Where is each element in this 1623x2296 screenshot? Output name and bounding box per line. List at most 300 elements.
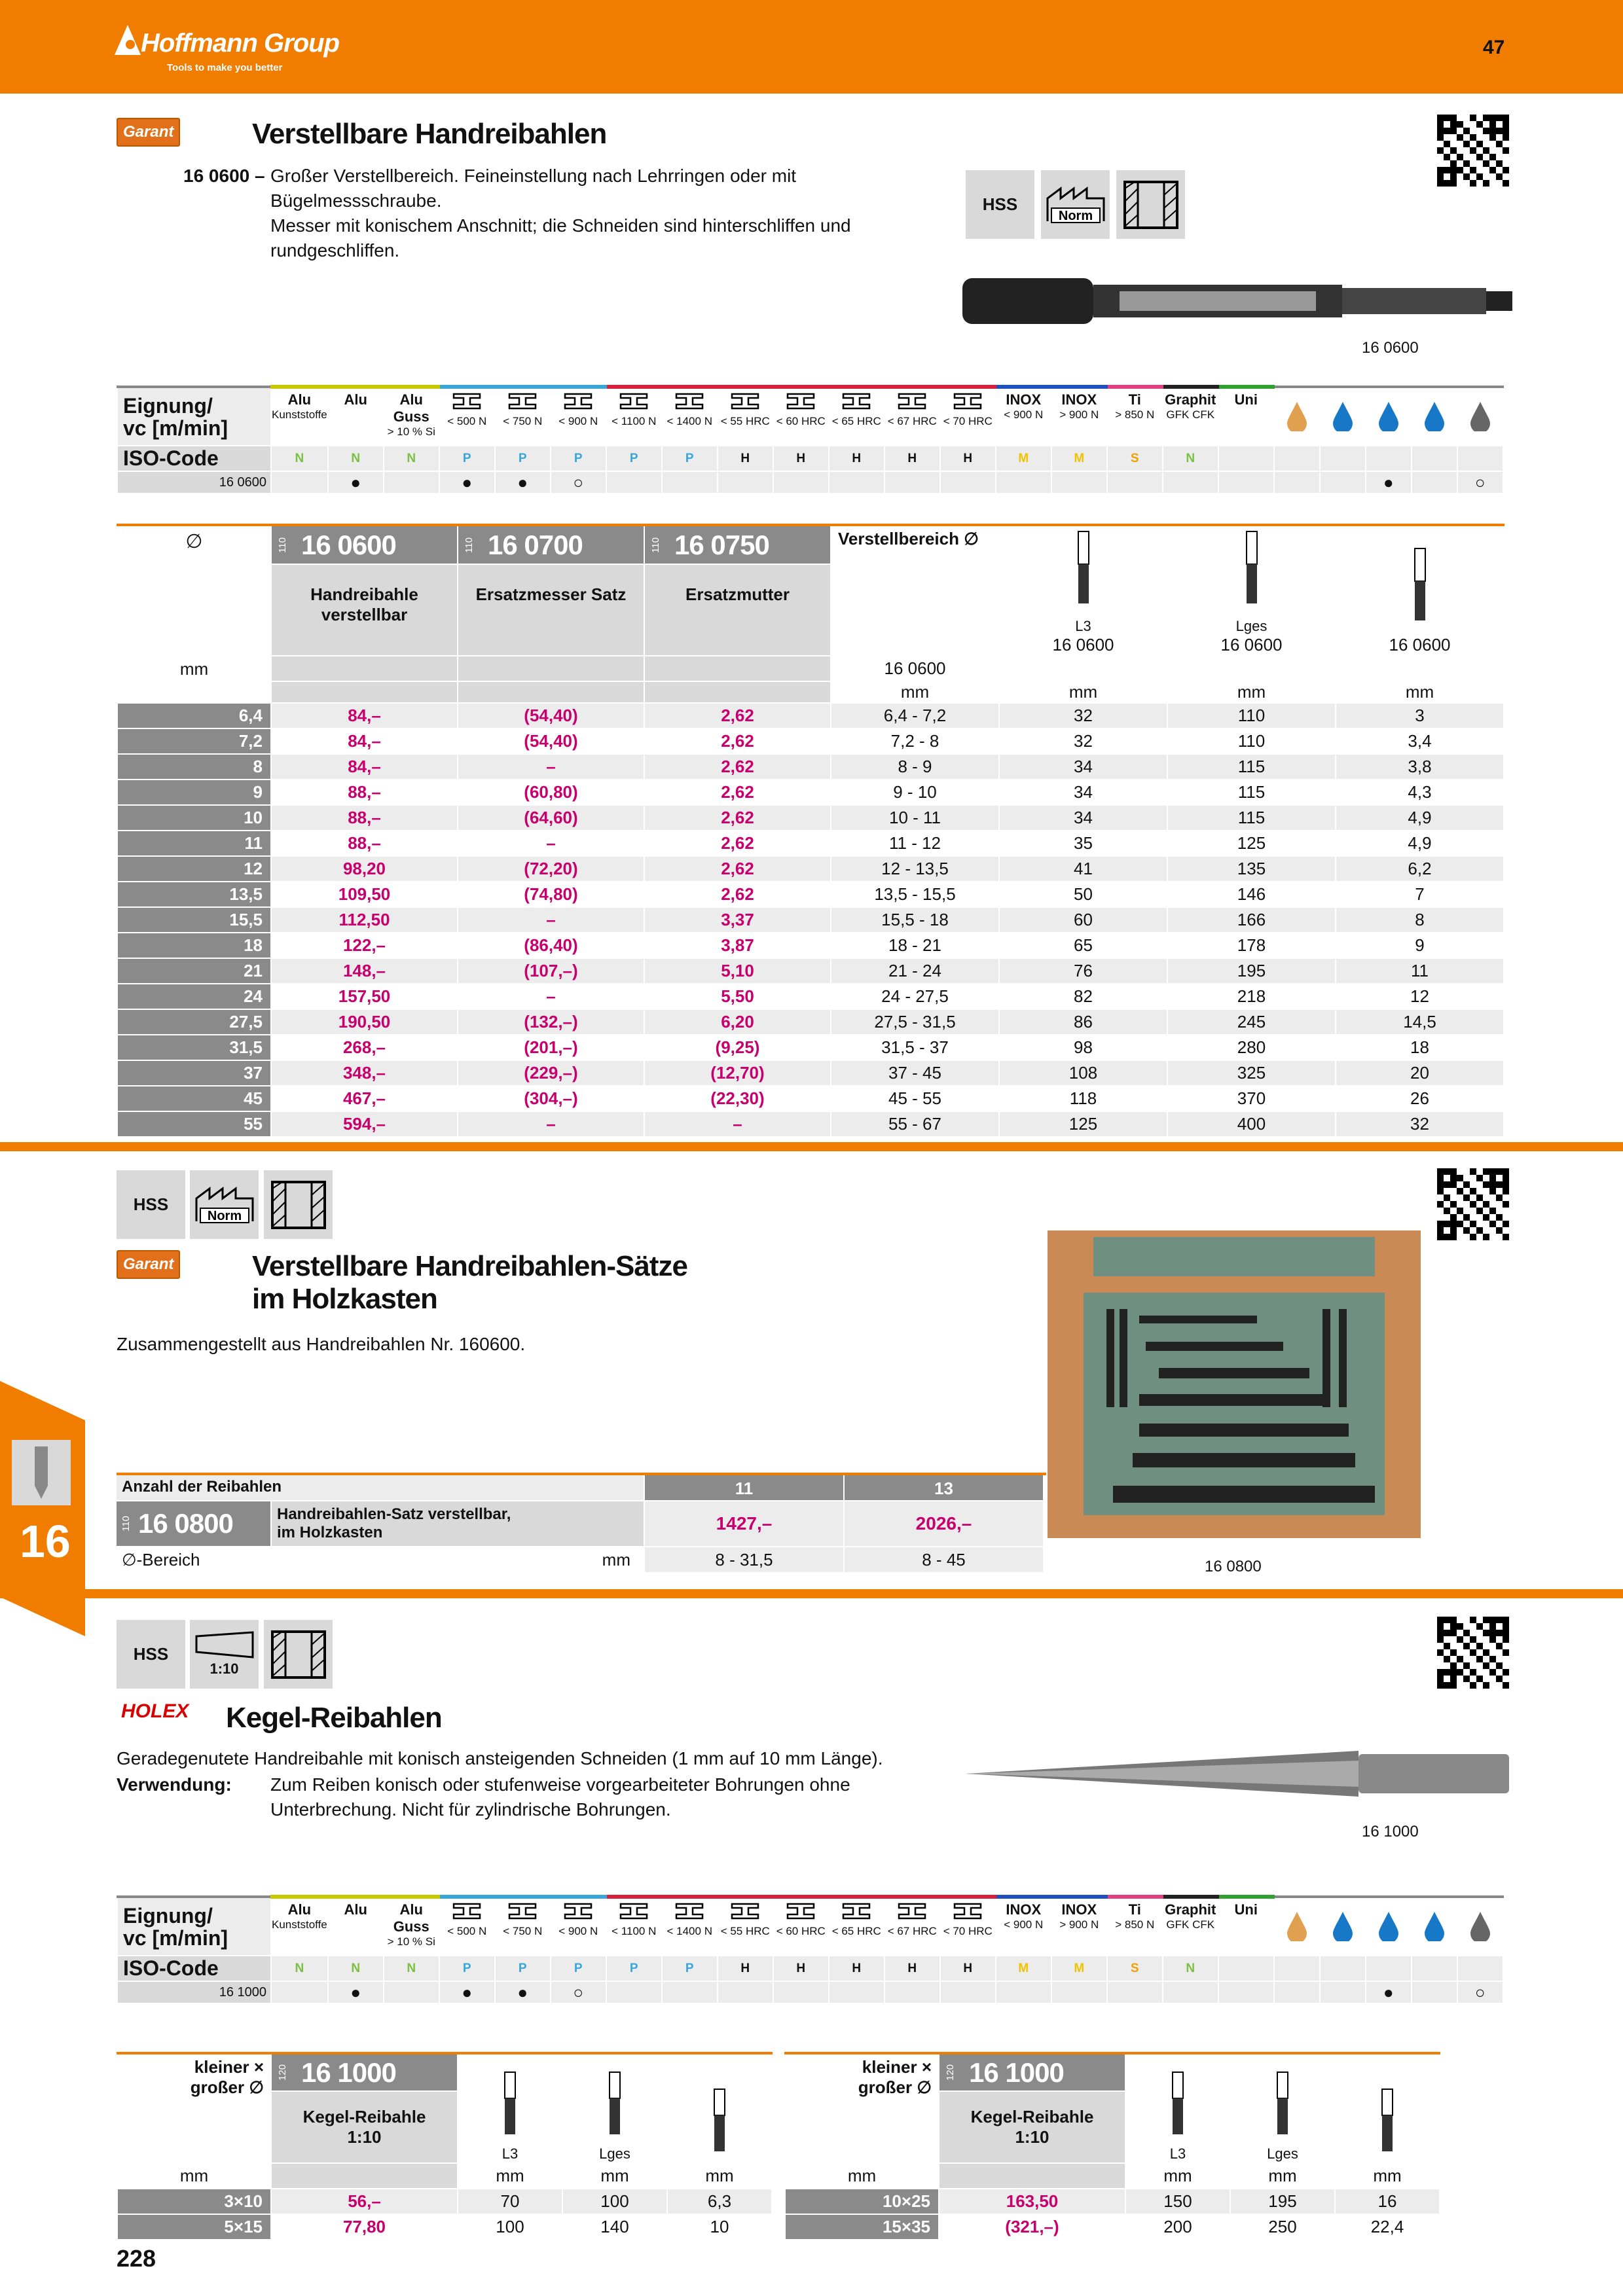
table-cell: 6,3 (667, 2189, 772, 2214)
diameter-cell: 12 (117, 856, 271, 882)
diameter-cell: 24 (117, 984, 271, 1009)
diameter-cell: 18 (117, 933, 271, 958)
dimension-diagram-icon (458, 2053, 562, 2163)
iso-code: N (1163, 446, 1218, 471)
product-name (939, 2091, 1125, 2163)
table-cell: 10 - 11 (831, 805, 999, 831)
material-sub: < 55 HRC (720, 1925, 770, 1937)
usage-label: Verwendung: (117, 1774, 232, 1795)
iso-code: N (384, 446, 439, 471)
material-sub: > 10 % Si (387, 425, 435, 438)
material-label: INOX (1061, 1901, 1097, 1918)
diameter-cell: 6,4 (117, 703, 271, 728)
unit-label: mm (785, 2163, 939, 2189)
unit-label: mm (831, 681, 999, 703)
norm-label: Norm (207, 1208, 242, 1223)
material-label: Ti (1128, 1901, 1141, 1918)
table-cell: 20 (1336, 1060, 1504, 1086)
material-sub: < 60 HRC (776, 415, 826, 427)
suitability-mark (718, 1981, 773, 2003)
range-unit: mm (602, 1550, 630, 1570)
table-cell: 5,50 (644, 984, 831, 1009)
title-line: Verstellbare Handreibahlen-Sätze (252, 1250, 687, 1282)
row-code: 16 1000 (117, 1981, 271, 2003)
spacer (644, 681, 831, 703)
product-code[interactable]: 16 0600 (301, 529, 396, 560)
table-cell: 9 (1336, 933, 1504, 958)
material-sub: < 65 HRC (831, 1925, 881, 1937)
product-code[interactable]: 16 0750 (674, 529, 769, 560)
table-cell: 34 (999, 805, 1167, 831)
count-11: 11 (644, 1475, 843, 1500)
suitability-mark (773, 471, 829, 493)
suitability-mark (773, 1981, 829, 2003)
material-label: Alu Guss (393, 391, 429, 425)
table-cell: (132,–) (458, 1009, 644, 1035)
diameter-cell: 31,5 (117, 1035, 271, 1060)
material-sub: < 500 N (447, 415, 487, 427)
product-code[interactable]: 16 1000 (969, 2056, 1064, 2088)
table-cell: 166 (1167, 907, 1336, 933)
water-drop-icon (1320, 1897, 1366, 1956)
table-cell: 84,– (271, 703, 458, 728)
material-label: Alu (344, 391, 367, 408)
gap (772, 2053, 785, 2091)
material-column (439, 1897, 495, 1956)
table-cell: 2,62 (644, 805, 831, 831)
hoffmann-logo-icon (115, 25, 141, 55)
material-sub: < 750 N (503, 1925, 543, 1937)
suitability-mark: ● (495, 471, 551, 493)
iso-code: P (495, 446, 551, 471)
iso-code: M (1051, 1956, 1107, 1981)
iso-empty (1412, 1956, 1457, 1981)
table-cell: 31,5 - 37 (831, 1035, 999, 1060)
product-code-cell[interactable] (644, 525, 831, 564)
product-name: Ersatzmutter (644, 564, 831, 656)
material-label: Alu (287, 391, 312, 408)
product-code-cell[interactable] (458, 525, 644, 564)
material-label: INOX (1006, 1901, 1042, 1918)
suitability-mark (606, 471, 662, 493)
table-cell: 32 (1336, 1111, 1504, 1137)
price-prefix: 110 (120, 1516, 132, 1532)
unit-label: mm (1125, 2163, 1230, 2189)
table-cell: 3,4 (1336, 728, 1504, 754)
table-row (117, 780, 1504, 805)
suitability-mark (829, 1981, 884, 2003)
iso-code: P (662, 446, 718, 471)
table-cell: (304,–) (458, 1086, 644, 1111)
table-cell: 32 (999, 703, 1167, 728)
steel-beam-icon (729, 391, 761, 411)
table-cell: 195 (1230, 2189, 1335, 2214)
diameter-cell: 27,5 (117, 1009, 271, 1035)
table-cell: – (458, 831, 644, 856)
suitability-mark (940, 1981, 996, 2003)
table-cell: 2,62 (644, 728, 831, 754)
table-cell: 325 (1167, 1060, 1336, 1086)
size-header (117, 2053, 271, 2163)
range-header: Verstellbereich ∅ (831, 525, 999, 656)
table-cell: 60 (999, 907, 1167, 933)
iso-code: P (551, 1956, 606, 1981)
table-cell: 2,62 (644, 882, 831, 907)
suitability-mark (884, 471, 940, 493)
material-column (495, 1897, 551, 1956)
suitability-mark (1163, 471, 1218, 493)
material-sub: < 67 HRC (887, 415, 937, 427)
sub-code: 16 0600 (1389, 635, 1451, 655)
iso-empty (1366, 1956, 1412, 1981)
price-table-3 (117, 2052, 1440, 2240)
unit-label: mm (1167, 681, 1336, 703)
diam-header (117, 525, 271, 681)
gap (772, 2163, 785, 2189)
taper-label: 1:10 (210, 1660, 239, 1677)
steel-beam-icon (951, 1901, 984, 1921)
taper-icon (190, 1620, 259, 1689)
material-sub: < 900 N (1004, 408, 1044, 421)
gap (772, 2091, 785, 2163)
iso-empty (1274, 1956, 1320, 1981)
table-cell: 118 (999, 1086, 1167, 1111)
table-cell: 348,– (271, 1060, 458, 1086)
sub-code: 16 0600 (1052, 635, 1114, 655)
table-cell: 35 (999, 831, 1167, 856)
table-cell: 18 (1336, 1035, 1504, 1060)
table-cell: 6,20 (644, 1009, 831, 1035)
material-column (884, 387, 940, 446)
iso-code: N (271, 446, 328, 471)
unit-label: mm (458, 2163, 562, 2189)
material-column (328, 387, 384, 446)
gap (772, 2214, 785, 2240)
sub-code: 16 0600 (1220, 635, 1283, 655)
footer-page-number: 228 (117, 2245, 156, 2272)
diameter-cell: 15,5 (117, 907, 271, 933)
material-sub: < 70 HRC (943, 1925, 993, 1937)
table-cell: 24 - 27,5 (831, 984, 999, 1009)
table-cell: 157,50 (271, 984, 458, 1009)
coolant-mark: ● (1366, 1981, 1412, 2003)
iso-label: ISO-Code (117, 1956, 271, 1981)
iso-code: M (996, 1956, 1051, 1981)
table-cell: 86 (999, 1009, 1167, 1035)
product-name: im Holzkasten (277, 1524, 383, 1541)
product-name: Handreibahle verstellbar (271, 564, 458, 656)
table-cell: 140 (562, 2214, 667, 2240)
suitability-mark (940, 471, 996, 493)
iso-code: H (718, 1956, 773, 1981)
size-header (785, 2053, 939, 2163)
coolant-mark (1274, 471, 1320, 493)
table-row (117, 2214, 1440, 2240)
product-code-cell[interactable] (271, 525, 458, 564)
table-cell: 3,87 (644, 933, 831, 958)
table-cell: 5,10 (644, 958, 831, 984)
product-name (271, 2091, 458, 2163)
coolant-mark (1274, 1981, 1320, 2003)
table-cell: 594,– (271, 1111, 458, 1137)
suitability-mark (884, 1981, 940, 2003)
size-cell: 5×15 (117, 2214, 271, 2240)
table-cell: 55 - 67 (831, 1111, 999, 1137)
material-column (384, 1897, 439, 1956)
suitability-mark (718, 471, 773, 493)
iso-code: N (384, 1956, 439, 1981)
product-code[interactable]: 16 0800 (138, 1508, 233, 1539)
size-label: kleiner × (862, 2057, 932, 2077)
iso-code: P (606, 446, 662, 471)
material-sub: < 65 HRC (831, 415, 881, 427)
iso-empty (1457, 446, 1503, 471)
material-column (1051, 1897, 1107, 1956)
spacer (271, 681, 458, 703)
iso-empty (1320, 446, 1366, 471)
spacer (271, 2163, 458, 2189)
page-number: 47 (1483, 37, 1505, 58)
steel-beam-icon (673, 1901, 706, 1921)
steel-beam-icon (617, 391, 650, 411)
steel-beam-icon (896, 1901, 928, 1921)
material-column (773, 1897, 829, 1956)
iso-code: N (328, 1956, 384, 1981)
suitability-mark: ● (439, 471, 495, 493)
table-cell: 8 (1336, 907, 1504, 933)
table-cell: – (458, 1111, 644, 1137)
unit-label: mm (1335, 2163, 1440, 2189)
table-row (117, 856, 1504, 882)
iso-code: N (328, 446, 384, 471)
material-sub: < 1400 N (666, 1925, 712, 1937)
brand-name: Hoffmann Group (141, 29, 340, 58)
material-column (551, 387, 606, 446)
mql-icon (1457, 1897, 1503, 1956)
material-sub: < 1400 N (666, 415, 712, 427)
size-label: kleiner × (194, 2057, 264, 2077)
table-cell: 110 (1167, 728, 1336, 754)
product-code-cell[interactable] (271, 2053, 458, 2091)
material-column (940, 387, 996, 446)
table-cell: 2,62 (644, 703, 831, 728)
desc-line: rundgeschliffen. (270, 240, 400, 260)
table-row (117, 1035, 1504, 1060)
material-label: Uni (1234, 1901, 1258, 1918)
table-row (117, 2189, 1440, 2214)
iso-code: N (1163, 1956, 1218, 1981)
diam-symbol: ∅ (185, 531, 203, 552)
material-column (271, 387, 328, 446)
section-divider (0, 1589, 1623, 1598)
qr-code-icon[interactable] (1437, 1617, 1509, 1689)
table-cell: 82 (999, 984, 1167, 1009)
product-code-cell[interactable] (939, 2053, 1125, 2091)
dry-icon (1412, 1897, 1457, 1956)
count-13: 13 (843, 1475, 1043, 1500)
diameter-cell: 11 (117, 831, 271, 856)
diameter-cell: 21 (117, 958, 271, 984)
qr-code-icon[interactable] (1437, 1168, 1509, 1240)
material-column (829, 387, 884, 446)
price: 2026,– (843, 1501, 1043, 1546)
steel-beam-icon (729, 1901, 761, 1921)
taper-reamer-image (966, 1744, 1509, 1803)
diameter-cell: 8 (117, 754, 271, 780)
table-cell: 10 (667, 2214, 772, 2240)
table-row (117, 1111, 1504, 1137)
material-label: Alu Guss (393, 1901, 429, 1935)
suitability-mark (1163, 1981, 1218, 2003)
qr-code-icon[interactable] (1437, 115, 1509, 187)
dimension-diagram-icon (667, 2053, 772, 2163)
product-name: Handreibahlen-Satz verstellbar, (277, 1505, 511, 1523)
iso-empty (1274, 446, 1320, 471)
table-row (117, 754, 1504, 780)
table-cell: (12,70) (644, 1060, 831, 1086)
table-row (117, 907, 1504, 933)
product-code[interactable]: 16 1000 (301, 2056, 396, 2088)
suitability-mark (1107, 471, 1163, 493)
material-sub: Kunststoffe (272, 408, 327, 421)
table-cell: 98,20 (271, 856, 458, 882)
gap (772, 2189, 785, 2214)
table-row (117, 882, 1504, 907)
material-column (439, 387, 495, 446)
table-cell: (9,25) (644, 1035, 831, 1060)
coolant-mark (1412, 471, 1457, 493)
table-cell: 45 - 55 (831, 1086, 999, 1111)
table-cell: 26 (1336, 1086, 1504, 1111)
material-column (606, 1897, 662, 1956)
suitability-mark (1051, 1981, 1107, 2003)
table-cell: 146 (1167, 882, 1336, 907)
material-sub: > 900 N (1059, 1918, 1099, 1931)
material-column (940, 1897, 996, 1956)
material-label: INOX (1006, 391, 1042, 408)
table-cell: 88,– (271, 805, 458, 831)
coolant-mark: ○ (1457, 1981, 1503, 2003)
suitability-mark (271, 471, 328, 493)
material-label: Uni (1234, 391, 1258, 408)
table-cell: (321,–) (939, 2214, 1125, 2240)
table-cell: – (458, 907, 644, 933)
water-drop-icon (1320, 387, 1366, 446)
table-cell: 6,4 - 7,2 (831, 703, 999, 728)
product-code[interactable]: 16 0700 (488, 529, 583, 560)
unit-label: mm (999, 681, 1167, 703)
range-value: 8 - 31,5 (644, 1547, 843, 1572)
table-row (117, 805, 1504, 831)
coolant-mark: ○ (1457, 471, 1503, 493)
material-label: Ti (1128, 391, 1141, 408)
table-row (117, 933, 1504, 958)
size-cell: 15×35 (785, 2214, 939, 2240)
steel-beam-icon (784, 391, 817, 411)
iso-code: H (884, 1956, 940, 1981)
suitability-title (117, 1897, 271, 1956)
dimension-diagram-icon (562, 2053, 667, 2163)
price-prefix: 110 (650, 537, 661, 553)
table-cell: 11 (1336, 958, 1504, 984)
table-cell: (64,60) (458, 805, 644, 831)
steel-beam-icon (450, 391, 483, 411)
name-line: Kegel-Reibahle (970, 2107, 1094, 2126)
table-cell: 148,– (271, 958, 458, 984)
diameter-cell: 37 (117, 1060, 271, 1086)
table-row (117, 1009, 1504, 1035)
price-prefix: 120 (277, 2064, 288, 2081)
material-column (495, 387, 551, 446)
material-sub: < 500 N (447, 1925, 487, 1937)
range-value: 8 - 45 (843, 1547, 1043, 1572)
unit-spacer (117, 681, 271, 703)
table-cell: 7,2 - 8 (831, 728, 999, 754)
sub-code: 16 0600 (831, 656, 999, 681)
desc-line: Messer mit konischem Anschnitt; die Schneiden sind hinterschliffen und (270, 215, 851, 236)
table-cell: 2,62 (644, 831, 831, 856)
suitability-mark (271, 1981, 328, 2003)
table-cell: 110 (1167, 703, 1336, 728)
table-cell: 115 (1167, 754, 1336, 780)
table-cell: 70 (458, 2189, 562, 2214)
suitability-table-1 (117, 385, 1504, 494)
iso-code: P (662, 1956, 718, 1981)
material-column (773, 387, 829, 446)
title-line: vc [m/min] (123, 1926, 228, 1950)
material-column (1163, 1897, 1218, 1956)
diameter-cell: 10 (117, 805, 271, 831)
image-caption: 16 1000 (1362, 1823, 1419, 1840)
table-row (117, 831, 1504, 856)
material-column (1051, 387, 1107, 446)
iso-code: H (940, 1956, 996, 1981)
table-cell: 15,5 - 18 (831, 907, 999, 933)
name-line: 1:10 (347, 2127, 382, 2147)
steel-beam-icon (617, 1901, 650, 1921)
material-column (1163, 387, 1218, 446)
iso-empty (1320, 1956, 1366, 1981)
usage-line: Zum Reiben konisch oder stufenweise vorgearbeiteter Bohrungen ohne (270, 1774, 850, 1795)
dry-icon (1412, 387, 1457, 446)
unit-label: mm (667, 2163, 772, 2189)
table-cell: 4,3 (1336, 780, 1504, 805)
material-label: Alu (344, 1901, 367, 1918)
table-cell: – (458, 754, 644, 780)
chapter-number: 16 (20, 1516, 71, 1567)
table-cell: (54,40) (458, 728, 644, 754)
suitability-mark (1218, 471, 1274, 493)
unit-label: mm (1336, 681, 1504, 703)
section3-desc: Geradegenutete Handreibahle mit konisch ansteigenden Schneiden (1 mm auf 10 mm Länge). (117, 1748, 883, 1768)
row-code: 16 0600 (117, 471, 271, 493)
material-label: Alu (287, 1901, 312, 1918)
table-row (117, 984, 1504, 1009)
table-cell: 178 (1167, 933, 1336, 958)
table-cell: 115 (1167, 780, 1336, 805)
title-line: Eignung/ (123, 393, 213, 418)
material-sub: < 60 HRC (776, 1925, 826, 1937)
section1-desc (270, 164, 912, 263)
table-cell: (201,–) (458, 1035, 644, 1060)
table-cell: (72,20) (458, 856, 644, 882)
coolant-mark (1320, 471, 1366, 493)
count-label: Anzahl der Reibahlen (117, 1475, 644, 1500)
suitability-mark: ● (328, 1981, 384, 2003)
section1-desc-code: 16 0600 – (183, 166, 265, 186)
garant-badge: Garant (117, 1250, 180, 1279)
iso-code: S (1107, 446, 1163, 471)
